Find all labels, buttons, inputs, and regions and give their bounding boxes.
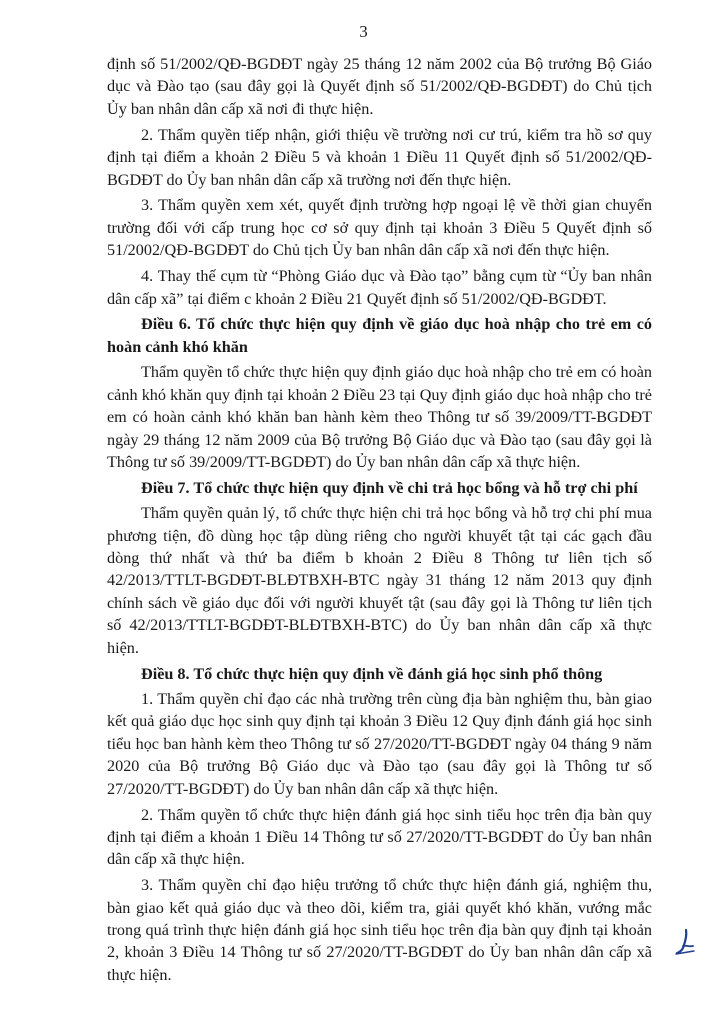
- article-7-paragraph: Thẩm quyền quản lý, tổ chức thực hiện chi trả học bổng và hỗ trợ chi phí mua phương tiện, đồ dùng học tập dùng riêng cho người khuyết tật tại các gạch đầu dòng thứ nhất và thứ ba điểm b khoản 2 Điều 8 Thông tư liên tịch số 42/2013/TTLT-BGDĐT-BLĐTBXH-BTC ngày 31 tháng 12 năm 2013 quy định chính sách về giáo dục đối với người khuyết tật (sau đây gọi là Thông tư liên tịch số 42/2013/TTLT-BGDĐT-BLĐTBXH-BTC) do Ủy ban nhân dân cấp xã thực hiện.: [107, 504, 652, 657]
- article-8-item-1: 1. Thẩm quyền chỉ đạo các nhà trường trên cùng địa bàn nghiệm thu, bàn giao kết quả giáo dục học sinh quy định tại khoản 3 Điều 12 Quy định đánh giá học sinh tiểu học ban hành kèm theo Thông tư số 27/2020/TT-BGDĐT ngày 04 tháng 9 năm 2020 của Bộ trưởng Bộ Giáo dục và Đào tạo (sau đây gọi là Thông tư số 27/2020/TT-BGDĐT) do Ủy ban nhân dân cấp xã thực hiện.: [107, 689, 652, 798]
- article-8-heading: Điều 8. Tổ chức thực hiện quy định về đánh giá học sinh phổ thông: [141, 664, 603, 683]
- paragraph-continuation: định số 51/2002/QĐ-BGDĐT ngày 25 tháng 12 năm 2002 của Bộ trưởng Bộ Giáo dục và Đào tạo (sau đây gọi là Quyết định số 51/2002/QĐ-BGDĐT) do Chủ tịch Ủy ban nhân dân cấp xã nơi đi thực hiện.: [107, 55, 652, 118]
- paragraph-item-4: 4. Thay thế cụm từ “Phòng Giáo dục và Đào tạo” bằng cụm từ “Ủy ban nhân dân cấp xã” tại điểm c khoản 2 Điều 21 Quyết định số 51/2002/QĐ-BGDĐT.: [107, 267, 652, 308]
- article-7-heading: Điều 7. Tổ chức thực hiện quy định về chi trả học bổng và hỗ trợ chi phí: [141, 478, 638, 497]
- article-8-item-2: 2. Thẩm quyền tổ chức thực hiện đánh giá học sinh tiểu học trên địa bàn quy định tại điểm a khoản 1 Điều 14 Thông tư số 27/2020/TT-BGDĐT do Ủy ban nhân dân cấp xã thực hiện.: [107, 805, 652, 869]
- paragraph-item-3: 3. Thẩm quyền xem xét, quyết định trường hợp ngoại lệ về thời gian chuyển trường đối với cấp trung học cơ sở quy định tại khoản 3 Điều 5 Quyết định số 51/2002/QĐ-BGDĐT do Chủ tịch Ủy ban nhân dân cấp xã nơi đến thực hiện.: [107, 196, 652, 260]
- article-8-item-3: 3. Thẩm quyền chỉ đạo hiệu trưởng tổ chức thực hiện đánh giá, nghiệm thu, bàn giao kết quả giáo dục và theo dõi, kiểm tra, giải quyết khó khăn, vướng mắc trong quá trình thực hiện đánh giá học sinh tiểu học trên địa bàn quy định tại khoản 2, khoản 3 Điều 14 Thông tư số 27/2020/TT-BGDĐT do Ủy ban nhân dân cấp xã thực hiện.: [107, 876, 652, 984]
- article-6-paragraph: Thẩm quyền tổ chức thực hiện quy định giáo dục hoà nhập cho trẻ em có hoàn cảnh khó khăn quy định tại khoản 2 Điều 23 tại Quy định giáo dục hoà nhập cho trẻ em có hoàn cảnh khó khăn ban hành kèm theo Thông tư số 39/2009/TT-BGDĐT ngày 29 tháng 12 năm 2009 của Bộ trưởng Bộ Giáo dục và Đào tạo (sau đây gọi là Thông tư số 39/2009/TT-BGDĐT) do Ủy ban nhân dân cấp xã thực hiện.: [107, 363, 652, 471]
- article-6-heading: Điều 6. Tổ chức thực hiện quy định về giáo dục hoà nhập cho trẻ em có hoàn cảnh khó khăn: [107, 315, 652, 356]
- paragraph-item-2: 2. Thẩm quyền tiếp nhận, giới thiệu về trường nơi cư trú, kiểm tra hồ sơ quy định tại điểm a khoản 2 Điều 5 và khoản 1 Điều 11 Quyết định số 51/2002/QĐ-BGDĐT do Ủy ban nhân dân cấp xã trường nơi đến thực hiện.: [107, 125, 652, 189]
- page-number: 3: [359, 22, 368, 41]
- initial-mark-icon: [674, 928, 696, 956]
- document-body: [107, 53, 652, 990]
